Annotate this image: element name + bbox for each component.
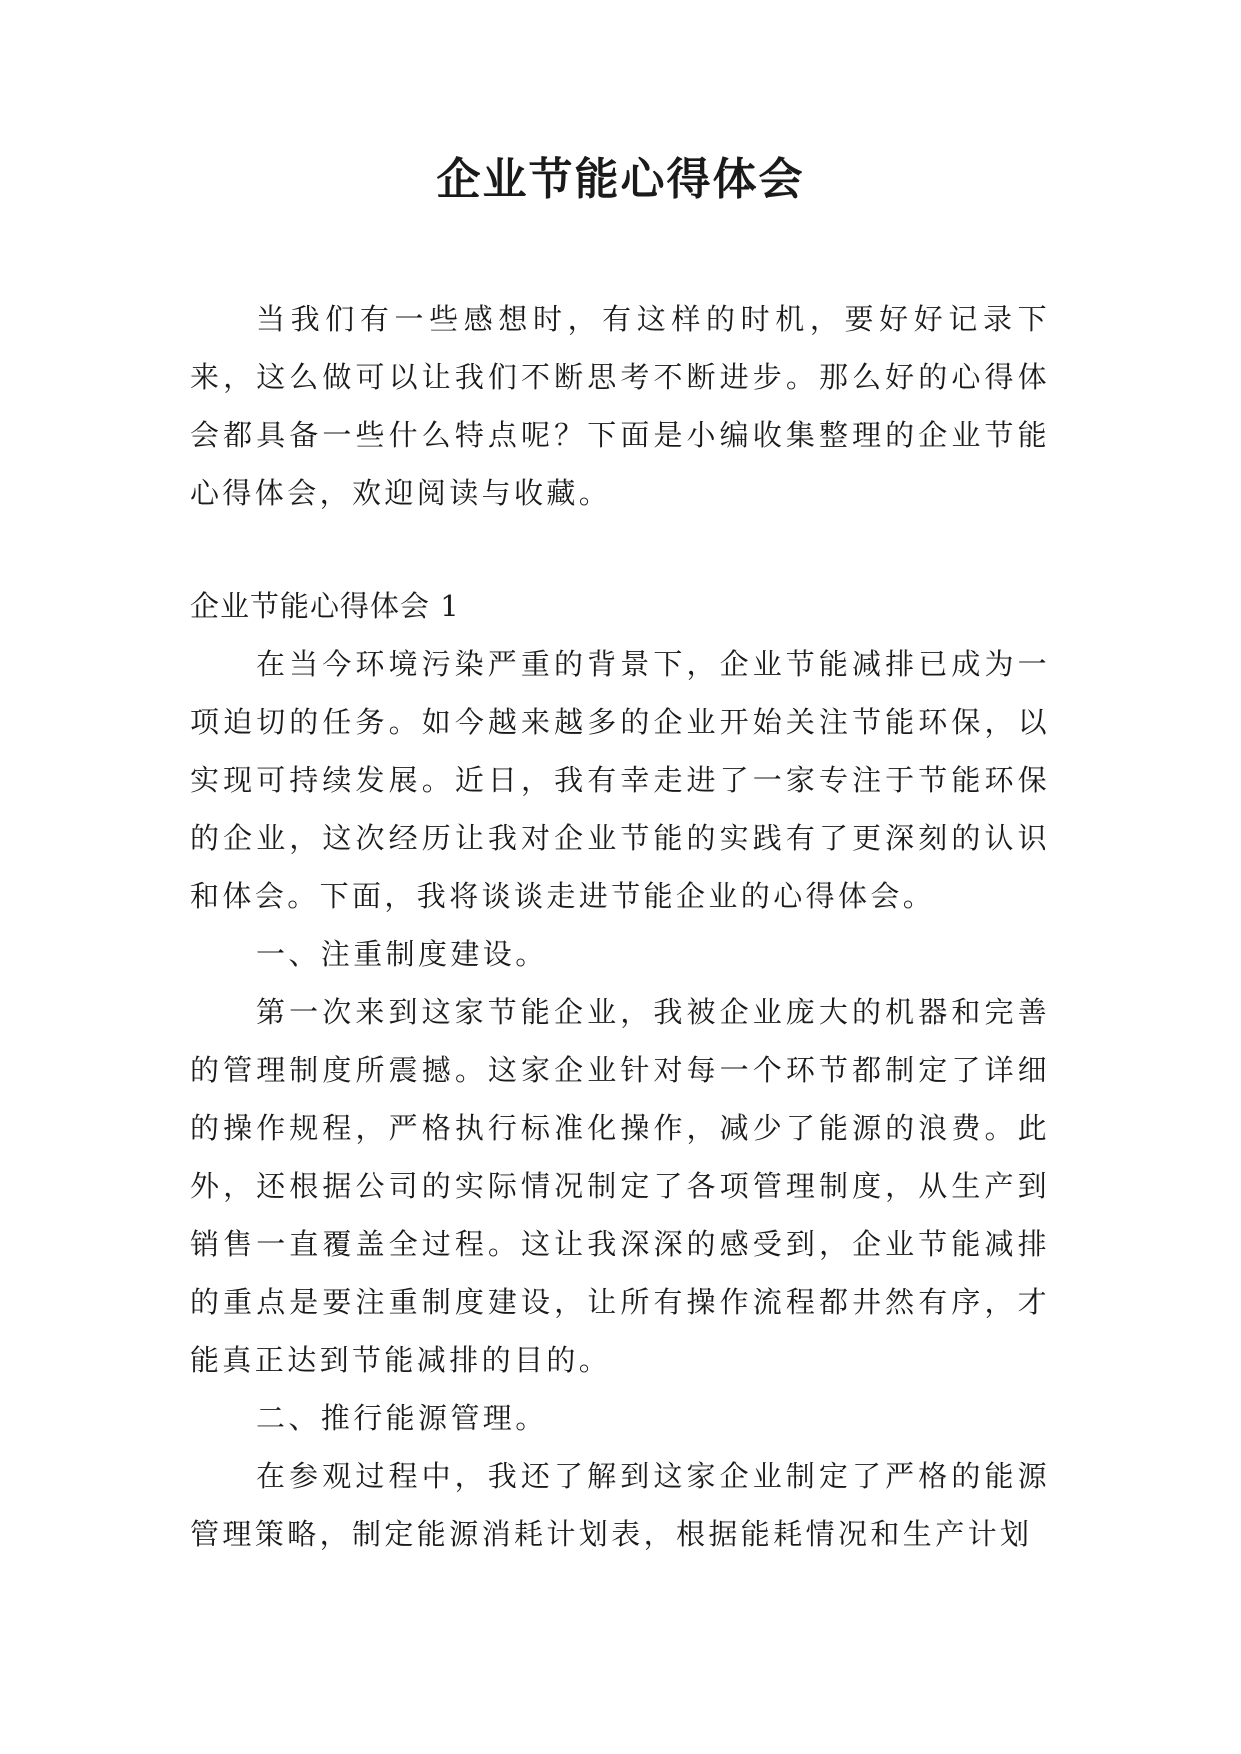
body-paragraph: 在参观过程中，我还了解到这家企业制定了严格的能源管理策略，制定能源消耗计划表，根据能耗情况和生产计划 — [190, 1459, 1050, 1551]
subheading-1: 一、注重制度建设。 — [256, 937, 548, 971]
section-heading: 企业节能心得体会 1 — [190, 589, 460, 623]
body-paragraph: 第一次来到这家节能企业，我被企业庞大的机器和完善的管理制度所震撼。这家企业针对每一个环节都制定了详细的操作规程，严格执行标准化操作，减少了能源的浪费。此外，还根据公司的实际情况制定了各项管理制度，从生产到销售一直覆盖全过程。这让我深深的感受到，企业节能减排的重点是要注重制度建设，让所有操作流程都井然有序，才能真正达到节能减排的目的。 — [190, 995, 1050, 1377]
body-paragraph: 在当今环境污染严重的背景下，企业节能减排已成为一项迫切的任务。如今越来越多的企业开始关注节能环保，以实现可持续发展。近日，我有幸走进了一家专注于节能环保的企业，这次经历让我对企业节能的实践有了更深刻的认识和体会。下面，我将谈谈走进节能企业的心得体会。 — [190, 647, 1050, 913]
document-body — [190, 290, 1050, 1563]
spacer — [190, 522, 1050, 577]
document-title: 企业节能心得体会 — [436, 154, 805, 205]
subheading-2: 二、推行能源管理。 — [256, 1401, 548, 1435]
intro-paragraph: 当我们有一些感想时，有这样的时机，要好好记录下来，这么做可以让我们不断思考不断进步。那么好的心得体会都具备一些什么特点呢？下面是小编收集整理的企业节能心得体会，欢迎阅读与收藏。 — [190, 302, 1050, 510]
